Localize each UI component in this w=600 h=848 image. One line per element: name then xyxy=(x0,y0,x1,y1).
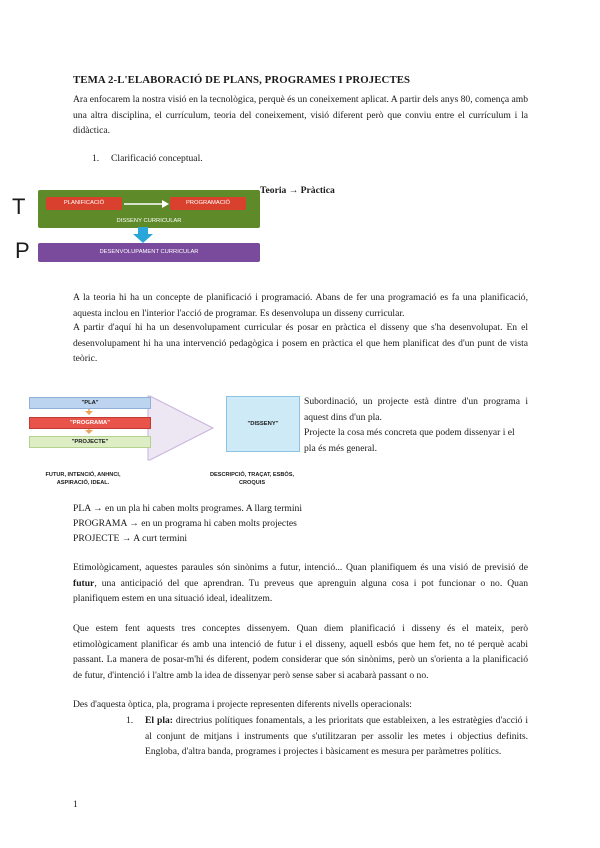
right-caption xyxy=(192,471,312,487)
etimo-text-1: Etimològicament, aquestes paraules són sinònims a futur, intenció... Quan planifiquem és una visió de previsió de xyxy=(73,562,528,573)
right-caption-line-2: CROQUIS xyxy=(238,480,266,486)
left-caption-line-2: ASPIRACIÓ, IDEAL. xyxy=(56,480,110,486)
disseny-box: "DISSENY" xyxy=(226,396,300,452)
programa-box: "PROGRAMA" xyxy=(29,417,151,429)
list-item-bold: El pla: xyxy=(145,715,173,726)
list-item-text: directrius polítiques fonamentals, a les prioritats que estableixen, a les estratègies d'acció i al conjunt de mitjans i instruments que s'utilitzaran per assolir les metes i objectius definits. Engloba, d'altra banda, programes i projectes i bàsicament es mesura per paràmetres polítics. xyxy=(145,715,528,757)
term-label: PROJECTE xyxy=(73,533,120,544)
arrow-icon: → xyxy=(129,518,139,529)
section-number: 1. xyxy=(92,153,100,164)
etimologia-paragraph xyxy=(73,560,528,607)
list-item-number: 1. xyxy=(126,715,134,726)
chevron-shape xyxy=(148,396,213,460)
term-desc: A curt termini xyxy=(133,533,188,544)
left-caption-line-1: FUTUR, INTENCIÓ, ANHNCI, xyxy=(45,472,121,478)
side-text-2: Projecte la cosa més concreta que podem dissenyar i el pla és més general. xyxy=(304,427,515,454)
term-label: PROGRAMA xyxy=(73,518,127,529)
side-text-1: Subordinació, un projecte està dintre d'un programa i aquest dins d'un pla. xyxy=(304,396,528,423)
term-desc: en un pla hi caben molts programes. A llarg termini xyxy=(105,503,303,514)
arrow-icon xyxy=(122,198,170,210)
down-arrow-icon xyxy=(133,227,153,243)
desenvolupament-curricular-bar: DESENVOLUPAMENT CURRICULAR xyxy=(38,243,260,262)
projecte-box: "PROJECTE" xyxy=(29,436,151,448)
term-pla xyxy=(73,501,302,517)
disseny-curricular-label: DISSENY CURRICULAR xyxy=(116,218,182,224)
term-programa xyxy=(73,516,297,532)
term-projecte xyxy=(73,531,187,547)
etimo-bold: futur xyxy=(73,577,95,589)
term-label: PLA xyxy=(73,503,91,514)
disseny-paragraph: Que estem fent aquests tres conceptes dissenyem. Quan diem planificació i disseny és el mateix, però etimològicament planificar és amb una intenció de futur i el disseny, aquell esbós que hem fet, no té perquè acabi passant. La manera de posar-m'hi és diferent, podem considerar que són sinònims, però un s'orienta a la planificació de futur, d'intenció i l'altre amb la idea de dissenyar però sense saber si acabarà passant o no. xyxy=(73,623,528,681)
page-number: 1 xyxy=(73,799,78,810)
letter-p: P xyxy=(15,238,30,263)
arrow-icon: → xyxy=(121,533,132,544)
letter-t: T xyxy=(12,194,26,219)
list-item-pla xyxy=(145,713,528,760)
arrow-icon: → xyxy=(93,503,103,514)
right-caption-line-1: DESCRIPCIÓ, TRAÇAT, ESBÓS, xyxy=(209,472,295,478)
teoria-paragraph-2: A partir d'aquí hi ha un desenvolupament curricular és posar en pràctica el disseny que s'ha desenvolupat. En el desenvolupament hi ha una intervenció pedagògica i posem en pràctica el que hem planificat des d'un punt de vista teòric. xyxy=(73,322,528,364)
programacio-box: PROGRAMACIÓ xyxy=(170,197,246,210)
section-heading: Clarificació conceptual. xyxy=(111,153,203,164)
teoria-practica-caption: Teoria → Pràctica xyxy=(260,185,335,196)
optica-paragraph: Des d'aquesta òptica, pla, programa i projecte representen diferents nivells operacionals: xyxy=(73,699,412,710)
teoria-paragraph-1: A la teoria hi ha un concepte de planificació i programació. Abans de fer una programació es fa una planificació, aquesta inclou en l'interior l'acció de programar. Es desenvolupa un disseny curricular. xyxy=(73,292,528,319)
planificacio-box: PLANIFICACIÓ xyxy=(46,197,122,210)
etimo-text-2: , una anticipació del que aprendran. Tu preveus que aprenguin alguna cosa i pot funcionar o no. Quan planifiquem estem en una situació ideal, idealitzem. xyxy=(73,577,528,604)
page-title: TEMA 2-L'ELABORACIÓ DE PLANS, PROGRAMES I PROJECTES xyxy=(73,74,411,86)
term-desc: en un programa hi caben molts projectes xyxy=(141,518,297,529)
pla-box: "PLA" xyxy=(29,397,151,409)
intro-paragraph: Ara enfocarem la nostra visió en la tecnològica, perquè és un coneixement aplicat. A partir dels anys 80, comença amb una altra disciplina, el currículum, teoria del coneixement, visió diferent però que conviu entre el currículum i la didàctica. xyxy=(73,94,528,136)
left-caption xyxy=(18,471,148,487)
